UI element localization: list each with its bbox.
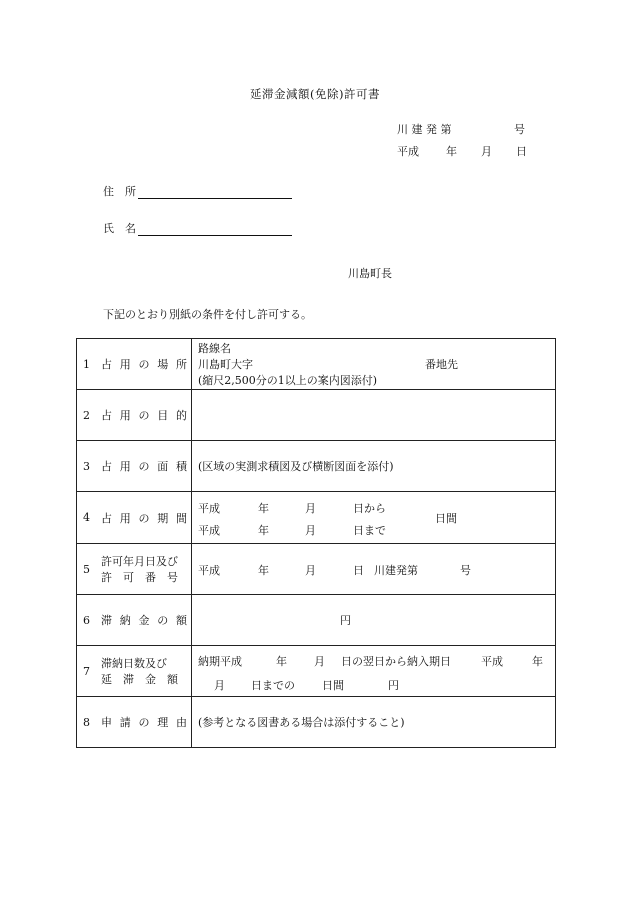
period-value: 平成 年 月 日から 日間 平成 年 月 日まで <box>192 492 556 544</box>
reason-value: (参考となる図書ある場合は添付すること) <box>192 697 556 748</box>
permit-value: 平成 年 月 日 川建発第 号 <box>192 544 556 595</box>
row-label: 滞納日数及び 延 滞 金 額 <box>101 646 192 697</box>
row-label: 占 用 の 期 間 <box>101 492 192 544</box>
row-number: 3 <box>77 441 102 492</box>
address-field <box>103 183 292 199</box>
table-row-area <box>77 441 556 492</box>
area-value: (区域の実測求積図及び横断図面を添付) <box>192 441 556 492</box>
permit-table <box>76 338 556 748</box>
row-label: 滞 納 金 の 額 <box>101 595 192 646</box>
issue-date <box>397 143 529 159</box>
row-number: 5 <box>77 544 102 595</box>
row-number: 7 <box>77 646 102 697</box>
lot-suffix: 番地先 <box>425 358 458 371</box>
address-label: 住 所 <box>103 185 136 198</box>
table-row-reason <box>77 697 556 748</box>
table-row-location <box>77 339 556 390</box>
table-row-period <box>77 492 556 544</box>
row-number: 2 <box>77 390 102 441</box>
table-row-permit <box>77 544 556 595</box>
row-number: 1 <box>77 339 102 390</box>
issue-date-year: 年 <box>446 145 457 158</box>
town-address: 川島町大字 <box>198 358 253 371</box>
doc-number-suffix: 号 <box>514 123 525 136</box>
issue-date-month: 月 <box>481 145 492 158</box>
late-fee-value: 納期平成 年 月 日の翌日から納入期日 平成 年 月 日までの 日間 円 <box>192 646 556 697</box>
table-row-purpose <box>77 390 556 441</box>
intro-text: 下記のとおり別紙の条件を付し許可する。 <box>103 308 312 321</box>
address-line[interactable] <box>138 185 292 199</box>
label-location: 占 用 の 場 所 <box>101 358 187 371</box>
row-label <box>101 339 192 390</box>
row-label: 許可年月日及び 許 可 番 号 <box>101 544 192 595</box>
row-label: 占 用 の 面 積 <box>101 441 192 492</box>
row-label: 占 用 の 目 的 <box>101 390 192 441</box>
name-line[interactable] <box>138 222 292 236</box>
document-number <box>397 121 529 137</box>
arrears-value: 円 <box>192 595 556 646</box>
row-number: 4 <box>77 492 102 544</box>
row-number: 8 <box>77 697 102 748</box>
location-value <box>192 339 556 390</box>
issue-date-era: 平成 <box>397 145 419 158</box>
issuer: 川島町長 <box>348 267 392 280</box>
row-label: 申 請 の 理 由 <box>101 697 192 748</box>
table-row-late-fee <box>77 646 556 697</box>
table-row-arrears <box>77 595 556 646</box>
name-label: 氏 名 <box>103 222 136 235</box>
issue-date-day: 日 <box>516 145 527 158</box>
name-field <box>103 220 292 236</box>
row-number: 6 <box>77 595 102 646</box>
doc-number-prefix: 川 建 発 第 <box>397 123 452 136</box>
map-note: (縮尺2,500分の1以上の案内図添付) <box>198 374 378 387</box>
route-name: 路線名 <box>198 342 231 355</box>
purpose-value[interactable] <box>192 390 556 441</box>
document-title: 延滞金減額(免除)許可書 <box>250 87 380 101</box>
